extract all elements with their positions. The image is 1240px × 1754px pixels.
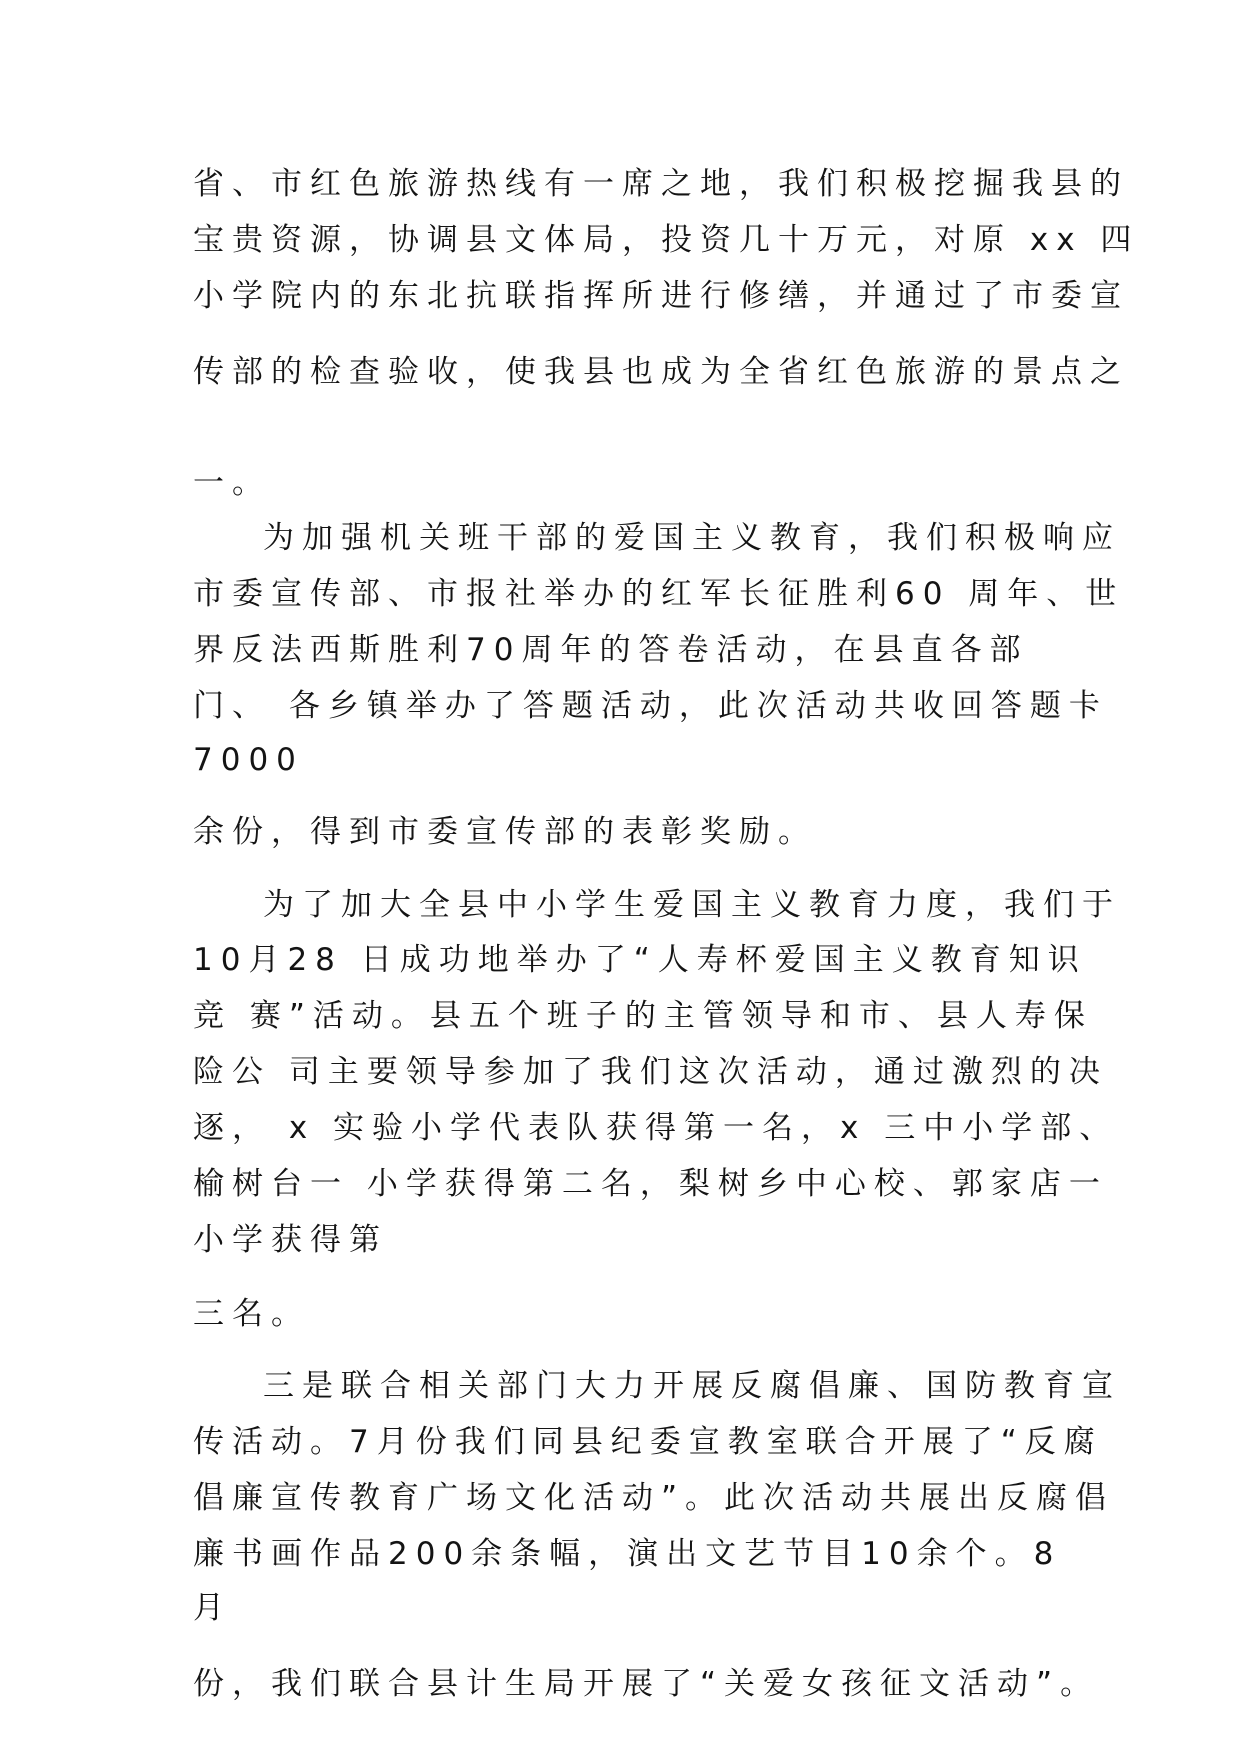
text-line-7: 市委宣传部、市报社举办的红军长征胜利60 周年、世 [193,576,1125,612]
text-line-12: 为了加大全县中小学生爱国主义教育力度，我们于 [263,887,1121,923]
text-line-6: 为加强机关班干部的爱国主义教育，我们积极响应 [263,520,1121,556]
text-line-11: 余份，得到市委宣传部的表彰奖励。 [193,814,817,850]
text-line-18: 小学获得第 [193,1222,388,1258]
text-line-24: 月 [193,1590,232,1626]
text-line-5: 一。 [193,465,271,501]
text-line-14: 竞 赛”活动。县五个班子的主管领导和市、县人寿保 [193,998,1093,1034]
text-line-25: 份，我们联合县计生局开展了“关爱女孩征文活动”。 [193,1666,1100,1702]
text-line-1: 省、市红色旅游热线有一席之地，我们积极挖掘我县的 [193,166,1129,202]
text-line-8: 界反法西斯胜利70周年的答卷活动，在县直各部 [193,632,1029,668]
text-line-20: 三是联合相关部门大力开展反腐倡廉、国防教育宣 [263,1368,1121,1404]
text-line-13: 10月28 日成功地举办了“人寿杯爱国主义教育知识 [193,942,1087,978]
text-line-3: 小学院内的东北抗联指挥所进行修缮，并通过了市委宣 [193,278,1129,314]
text-line-15: 险公 司主要领导参加了我们这次活动，通过激烈的决 [193,1054,1108,1090]
text-line-9: 门、 各乡镇举办了答题活动，此次活动共收回答题卡 [193,688,1108,724]
text-line-21: 传活动。7月份我们同县纪委宣教室联合开展了“反腐 [193,1424,1103,1460]
text-line-19: 三名。 [193,1296,310,1332]
text-line-10: 7000 [193,742,304,778]
text-line-22: 倡廉宣传教育广场文化活动”。此次活动共展出反腐倡 [193,1480,1115,1516]
text-line-2: 宝贵资源，协调县文体局，投资几十万元，对原 xx 四 [193,222,1140,258]
text-line-16: 逐， x 实验小学代表队获得第一名，x 三中小学部、 [193,1110,1119,1146]
text-line-23: 廉书画作品200余条幅，演出文艺节目10余个。8 [193,1536,1062,1572]
text-line-17: 榆树台一 小学获得第二名，梨树乡中心校、郭家店一 [193,1166,1108,1202]
text-line-4: 传部的检查验收，使我县也成为全省红色旅游的景点之 [193,354,1129,390]
